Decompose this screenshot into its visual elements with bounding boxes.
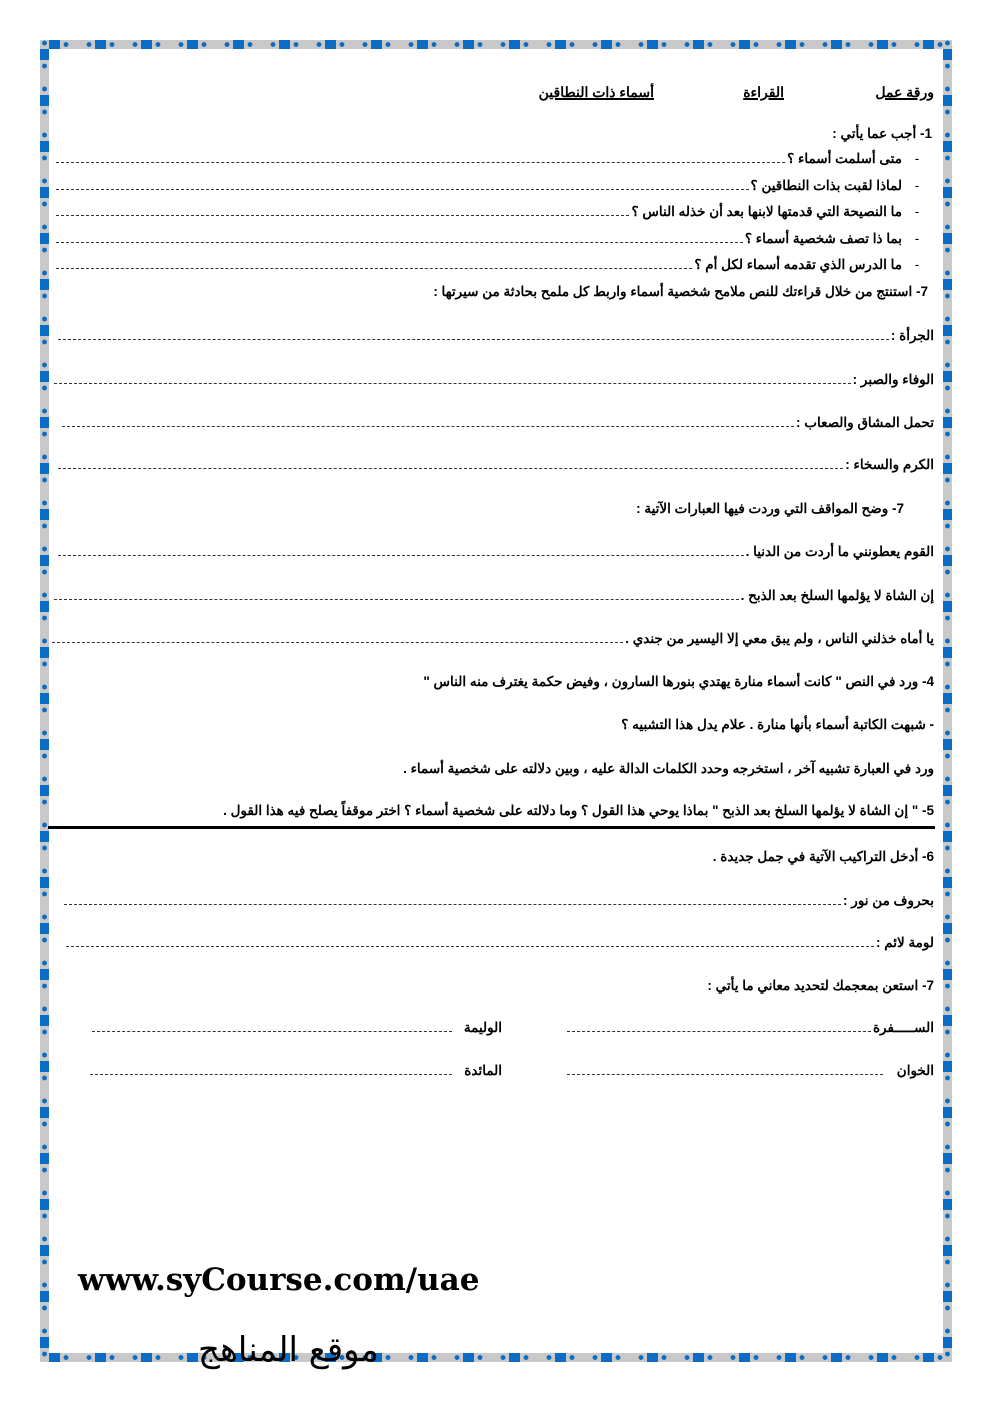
answer-line[interactable] <box>567 1021 871 1032</box>
word-row: المائدة <box>88 1063 502 1079</box>
q1-item: - ما الدرس الذي تقدمه أسماء لكل أم ؟ <box>54 257 932 273</box>
answer-line[interactable] <box>56 152 785 163</box>
answer-line[interactable] <box>567 1064 883 1075</box>
subject-title: القراءة <box>743 84 784 100</box>
answer-line[interactable] <box>90 1064 452 1075</box>
word-row: الســـــفرة <box>565 1020 934 1036</box>
phrase-row: بحروف من نور : <box>62 893 934 909</box>
trait-row: تحمل المشاق والصعاب : <box>60 415 934 431</box>
word-row: الخوان <box>565 1063 934 1079</box>
answer-line[interactable] <box>54 589 739 600</box>
answer-line[interactable] <box>52 632 623 643</box>
q1-heading: 1- أجب عما يأتي : <box>832 126 932 141</box>
site-logo: موقع المناهج <box>198 1330 379 1370</box>
trait-row: الوفاء والصبر : <box>52 372 934 388</box>
answer-line[interactable] <box>54 373 851 384</box>
q1-item: - بما ذا تصف شخصية أسماء ؟ <box>54 231 932 247</box>
answer-line[interactable] <box>92 1021 452 1032</box>
trait-row: الجرأة : <box>56 328 934 344</box>
answer-line[interactable] <box>58 329 889 340</box>
answer-line[interactable] <box>56 179 749 190</box>
phrase-row: يا أماه خذلني الناس ، ولم يبق معي إلا اليسير من جندي . <box>50 631 934 647</box>
q4-heading: 4- ورد في النص " كانت أسماء منارة يهتدي بنورها السارون ، وفيض حكمة يغترف منه الناس " <box>423 674 934 689</box>
answer-line[interactable] <box>56 232 743 243</box>
divider <box>48 826 935 829</box>
word-row: الوليمة <box>90 1020 502 1036</box>
answer-line[interactable] <box>58 545 744 556</box>
q4-sub1: - شبهت الكاتبة أسماء بأنها منارة . علام يدل هذا التشبيه ؟ <box>621 717 934 732</box>
q7-heading: 7- استعن بمعجمك لتحديد معاني ما يأتي : <box>707 978 934 993</box>
q3-heading: 7- وضح المواقف التي وردت فيها العبارات الآتية : <box>636 501 904 516</box>
q1-item: - ما النصيحة التي قدمتها لابنها بعد أن خذله الناس ؟ <box>54 204 932 220</box>
site-url: www.syCourse.com/uae <box>78 1262 480 1298</box>
trait-row: الكرم والسخاء : <box>56 457 934 473</box>
q5-heading: 5- " إن الشاة لا يؤلمها السلخ بعد الذبح " بماذا يوحي هذا القول ؟ وما دلالته على شخصية أسماء ؟ اختر موقفاً يصلح فيه هذا القول . <box>223 803 934 818</box>
q4-sub2: ورد في العبارة تشبيه آخر ، استخرجه وحدد الكلمات الدالة عليه ، وبين دلالته على شخصية أسماء . <box>403 761 934 776</box>
lesson-title: أسماء ذات النطاقين <box>538 84 654 100</box>
answer-line[interactable] <box>66 936 874 947</box>
q6-heading: 6- أدخل التراكيب الآتية في جمل جديدة . <box>712 849 934 864</box>
q2-heading: 7- استنتج من خلال قراءتك للنص ملامح شخصية أسماء واربط كل ملمح بحادثة من سيرتها : <box>433 284 928 299</box>
phrase-row: لومة لائم : <box>64 935 934 951</box>
q1-item: - لماذا لقبت بذات النطاقين ؟ <box>54 178 932 194</box>
answer-line[interactable] <box>62 416 794 427</box>
worksheet-title: ورقة عمل <box>875 84 934 100</box>
q1-item: - متى أسلمت أسماء ؟ <box>54 151 932 167</box>
phrase-row: إن الشاة لا يؤلمها السلخ بعد الذبح . <box>52 588 934 604</box>
answer-line[interactable] <box>64 894 841 905</box>
answer-line[interactable] <box>56 258 692 269</box>
answer-line[interactable] <box>56 205 629 216</box>
phrase-row: القوم يعطونني ما أردت من الدنيا . <box>56 544 934 560</box>
answer-line[interactable] <box>58 458 843 469</box>
